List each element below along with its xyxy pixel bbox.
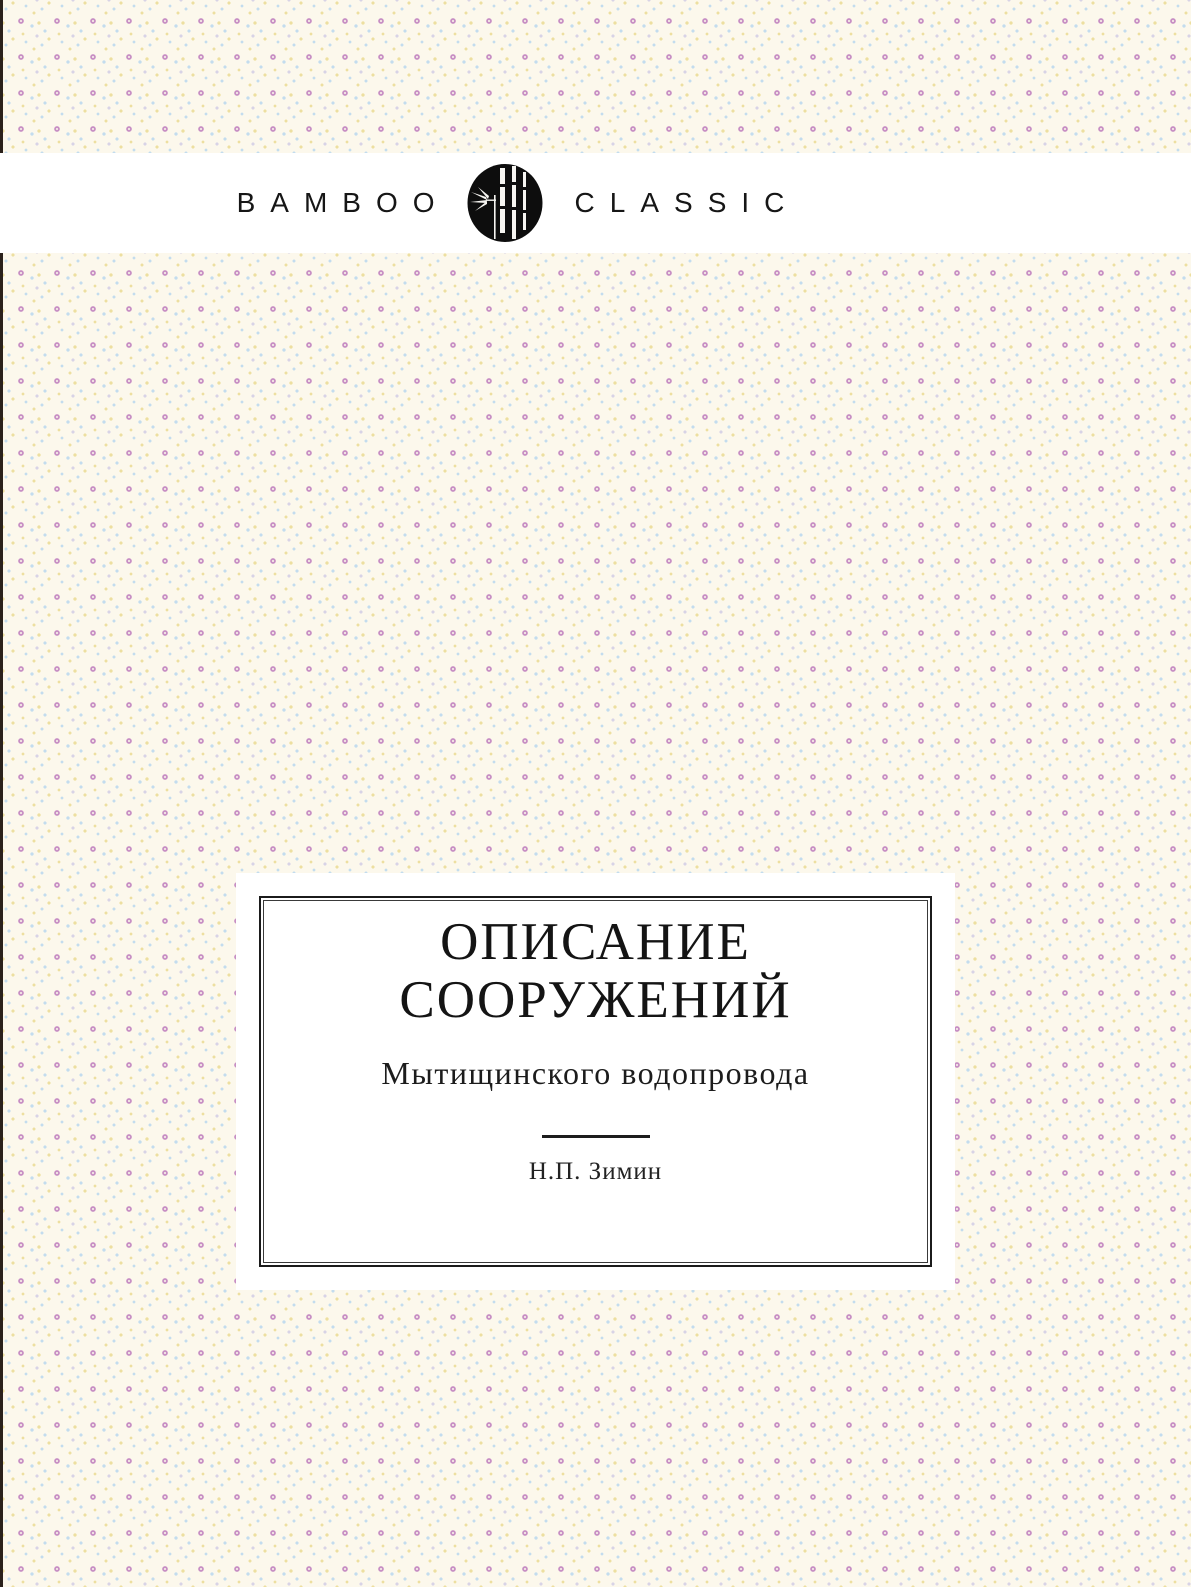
brand-left-text: BAMBOO xyxy=(236,187,450,218)
publisher-band xyxy=(0,153,1191,253)
book-title-line2: СООРУЖЕНИЙ xyxy=(399,971,792,1029)
book-title-line1: ОПИСАНИЕ xyxy=(440,913,751,971)
title-frame-outer xyxy=(259,896,932,1267)
book-title xyxy=(399,913,791,1029)
divider-rule xyxy=(542,1135,650,1138)
bamboo-icon xyxy=(466,163,544,243)
title-plate xyxy=(236,873,955,1290)
brand-right-text: CLASSIC xyxy=(574,187,800,218)
book-subtitle: Мытищинского водопровода xyxy=(381,1055,810,1091)
title-frame-inner xyxy=(263,900,928,1263)
publisher-logo-row xyxy=(222,163,800,243)
book-author: Н.П. Зимин xyxy=(528,1158,663,1185)
